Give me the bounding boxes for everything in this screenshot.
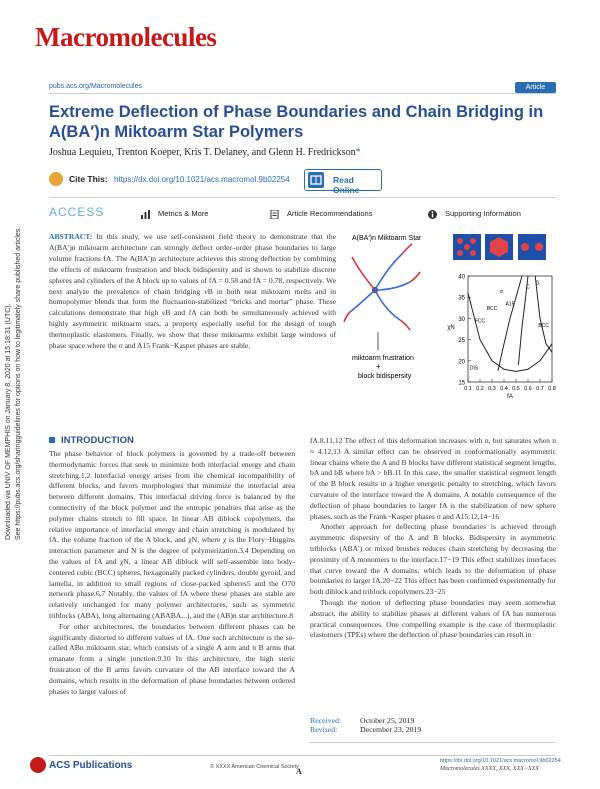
revised-label: Revised:	[310, 725, 338, 734]
bidispersity-label: block bidispersity	[358, 373, 412, 380]
introduction-heading-text: INTRODUCTION	[61, 435, 134, 446]
download-note-line1: Downloaded via UNIV OF MEMPHIS on January 8, 2020 at 15:18:31 (UTC).	[5, 303, 12, 540]
toc-graphic	[340, 232, 556, 402]
cite-label: Cite This:	[69, 174, 108, 184]
read-online-button[interactable]	[304, 169, 382, 195]
x-tick-label: 0.1	[464, 386, 472, 392]
intro-paragraph: The phase behavior of block polymers is governed by a trade-off between thermodynamic forces that seek to minimize both interfacial energy and chain stretching.1,2 Interfacial energy arises from the chemical incompatibility of different blocks, and favors morphologies that minimize the interfacial area between different domains. This interfacial driving force is balanced by the connectivity of the block polymer and the entropic penalties that arise as the polymer chains stretch to fill space. In linear AB diblock copolymers, the relative importance of interfacial energy and chain stretching is modulated by fA, the volume fraction of the A block, and χN, where χ is the Flory−Huggins interaction parameter and N is the degree of polymerization.3,4 Depending on the values of fA and χN, a linear AB diblock will self-assemble into body-centered cubic (BCC) spheres, hexagonally packed cylinders, double gyroid, and lamella, in addition to small regions of close-packed spheres5 and the O70 network phase.6,7 Notably, the values of fA where these phases are stable are relatively unchanged for many polymer architectures, such as symmetric triblocks (ABA), long alternating (ABABA...), and the (AB)n star architecture.8	[49, 449, 295, 620]
read-online-label: Read Online	[333, 175, 360, 195]
y-tick-label: 20	[458, 359, 465, 366]
abstract-label: ABSTRACT:	[49, 232, 93, 241]
revised-date: December 23, 2019	[360, 725, 422, 734]
y-tick-label: 30	[458, 316, 465, 323]
received-row	[310, 716, 556, 725]
recommendations-link[interactable]	[270, 209, 372, 219]
intro-paragraph: For other architectures, the boundaries between different phases can be significantly distorted to different values of fA. One such architecture is the so-called ABn miktoarm star, which consists of a single A arm and n B arms that emanate from a single junction.9,10 In this architecture, the high steric frustration of the B arms favors curvature of the AB interface toward the A domains, which results in the deformation of phase boundaries between ordered phases to larger values of	[49, 621, 295, 696]
region-label: G	[535, 280, 540, 287]
x-tick-label: 0.5	[512, 386, 520, 392]
info-icon	[428, 210, 437, 219]
access-label: ACCESS	[49, 205, 105, 219]
y-axis-label: χN	[447, 325, 455, 331]
journal-name: Macromolecules	[35, 22, 217, 52]
region-label: A15	[505, 301, 515, 308]
x-tick-label: 0.3	[488, 386, 496, 392]
cite-divider	[49, 197, 556, 198]
download-note	[5, 226, 25, 540]
intro-paragraph: Though the notion of deflecting phase boundaries may seem somewhat abstract, the ability to stabilize phases at different values of fA has numerous practical consequences. One compelling example is the case of thermoplastic elastomers (TPEs) where the deflection of phase boundaries can result in	[310, 597, 556, 640]
intro-paragraph: fA.8,11,12 The effect of this deformation increases with n, but saturates when n ≈ 4.12,13 A similar effect can be observed in conformationally asymmetric linear chains where the A and B blocks have different statistical segment lengths, bA and bB where bA > bB.11 In this case, the smaller statistical segment length of the B block results in a higher energetic penalty to stretching, which favors curvature of the interface toward the A domains. A notable consequence of the deflection of phase boundaries to larger fA is the stabilization of new sphere phases, such as the Frank−Kasper phases σ and A15.12,14−16	[310, 436, 556, 521]
region-label: C	[526, 284, 530, 291]
document-icon	[270, 210, 279, 219]
corresponding-author-mark[interactable]: *	[355, 147, 361, 158]
footer-citation: Macromolecules XXXX, XXX, XXX−XXX	[440, 766, 539, 772]
x-tick-label: 0.8	[548, 386, 556, 392]
received-date: October 25, 2019	[360, 716, 415, 725]
region-label: BCC	[538, 322, 549, 329]
intro-paragraph: Another approach for deflecting phase boundaries is achieved through asymmetric dispersity of the A and B blocks. Bidispersity in asymmetric triblocks (ABA′) or mixed brushes reduces chain stretching by decreasing the proximity of A monomers to the interface.17−19 This effect stabilizes interfaces that curve toward the A domains, which leads to the deformation of phase boundaries to larger fA.20−22 This effect has been confirmed experimentally for both diblock and triblock copolymers.23−25	[310, 522, 556, 597]
x-tick-label: 0.6	[524, 386, 532, 392]
series-line	[535, 276, 552, 352]
cite-bar	[49, 169, 555, 193]
morphology-thumbnails	[453, 234, 546, 260]
download-note-line2[interactable]: See https://pubs.acs.org/sharingguidelines for options on how to legitimately share published articles.	[15, 226, 22, 540]
region-label: σ	[500, 288, 504, 295]
y-tick-label: 40	[458, 274, 465, 281]
x-tick-label: 0.7	[536, 386, 544, 392]
abstract-text: In this study, we use self-consistent field theory to demonstrate that the A(BA′)n miktoarm architecture can strongly deflect order–order phase boundaries to large volume fractions fA. The A(BA′)n architecture achieves this strong deflection by combining the effects of miktoarm frustration and block bidispersity and is shown to stabilize discrete spheres and cylinders of the A block up to values of fA = 0.58 and fA = 0.78, respectively. We next analyze the prevalence of chain bridging νB in both neat miktoarm melts and in homopolymer blends that form the fluctuation-stabilized “bricks and mortar” phase. These calculations demonstrate that high νB and fA can both be simultaneously achieved with highly asymmetric miktoarm stars, a property especially useful for the design of tough thermoplastic elastomers. Finally, we show that these miktoarms exhibit large windows of phase space where the σ and A15 Frank−Kasper phases are stable.	[49, 232, 336, 351]
acs-logo-icon	[30, 757, 46, 773]
bar-chart-icon	[141, 210, 150, 219]
article-dates	[310, 716, 556, 734]
y-tick-label: 15	[458, 380, 465, 387]
intro-left-column	[49, 449, 295, 697]
dates-divider	[310, 742, 556, 743]
miktoarm-star-sketch	[344, 244, 420, 330]
region-label: DIS	[469, 365, 479, 372]
plot-frame	[468, 276, 552, 382]
copyright: © XXXX American Chemical Society	[210, 764, 299, 770]
x-tick-label: 0.2	[476, 386, 484, 392]
y-tick-label: 25	[458, 338, 465, 345]
metrics-link[interactable]	[141, 209, 208, 219]
footer-divider	[49, 755, 556, 756]
x-axis-label: fA	[507, 394, 513, 400]
abstract	[49, 232, 336, 352]
region-label: BCC	[486, 305, 498, 312]
supporting-label: Supporting Information	[445, 209, 521, 218]
plus-label: +	[376, 362, 381, 371]
metrics-label: Metrics & More	[158, 209, 209, 218]
footer-doi-link[interactable]: https://dx.doi.org/10.1021/acs.macromol.9b02254	[440, 758, 561, 764]
recommendations-label: Article Recommendations	[287, 209, 373, 218]
y-tick-label: 35	[458, 295, 465, 302]
page-number: A	[296, 767, 302, 776]
x-tick-label: 0.4	[500, 386, 508, 392]
received-label: Received:	[310, 716, 342, 725]
header-divider	[49, 93, 556, 94]
region-label: FCC	[474, 318, 486, 325]
publisher-name[interactable]: ACS Publications	[49, 760, 133, 771]
toc-figure	[340, 232, 556, 402]
article-title: Extreme Deflection of Phase Boundaries and Chain Bridging in A(BA′)n Miktoarm Star Polymers	[49, 103, 544, 141]
author-list	[49, 147, 361, 158]
phase-diagram	[447, 275, 556, 401]
intro-right-column	[310, 436, 556, 641]
star-label: A(BA′)n Miktoarm Star	[352, 235, 422, 242]
authors-text: Joshua Lequieu, Trenton Koeper, Kris T. Delaney, and Glenn H. Fredrickson	[49, 147, 356, 158]
introduction-heading	[49, 435, 134, 446]
section-marker-icon	[49, 437, 55, 443]
read-online-icon	[308, 172, 324, 188]
article-type-badge: Article	[515, 82, 556, 93]
doi-link[interactable]: https://dx.doi.org/10.1021/acs.macromol.9b02254	[114, 175, 290, 184]
revised-row	[310, 725, 556, 734]
supporting-info-link[interactable]	[428, 209, 521, 219]
frustration-label: miktoarm frustration	[352, 355, 414, 362]
quote-icon	[49, 172, 63, 186]
journal-url[interactable]: pubs.acs.org/Macromolecules	[49, 83, 142, 90]
